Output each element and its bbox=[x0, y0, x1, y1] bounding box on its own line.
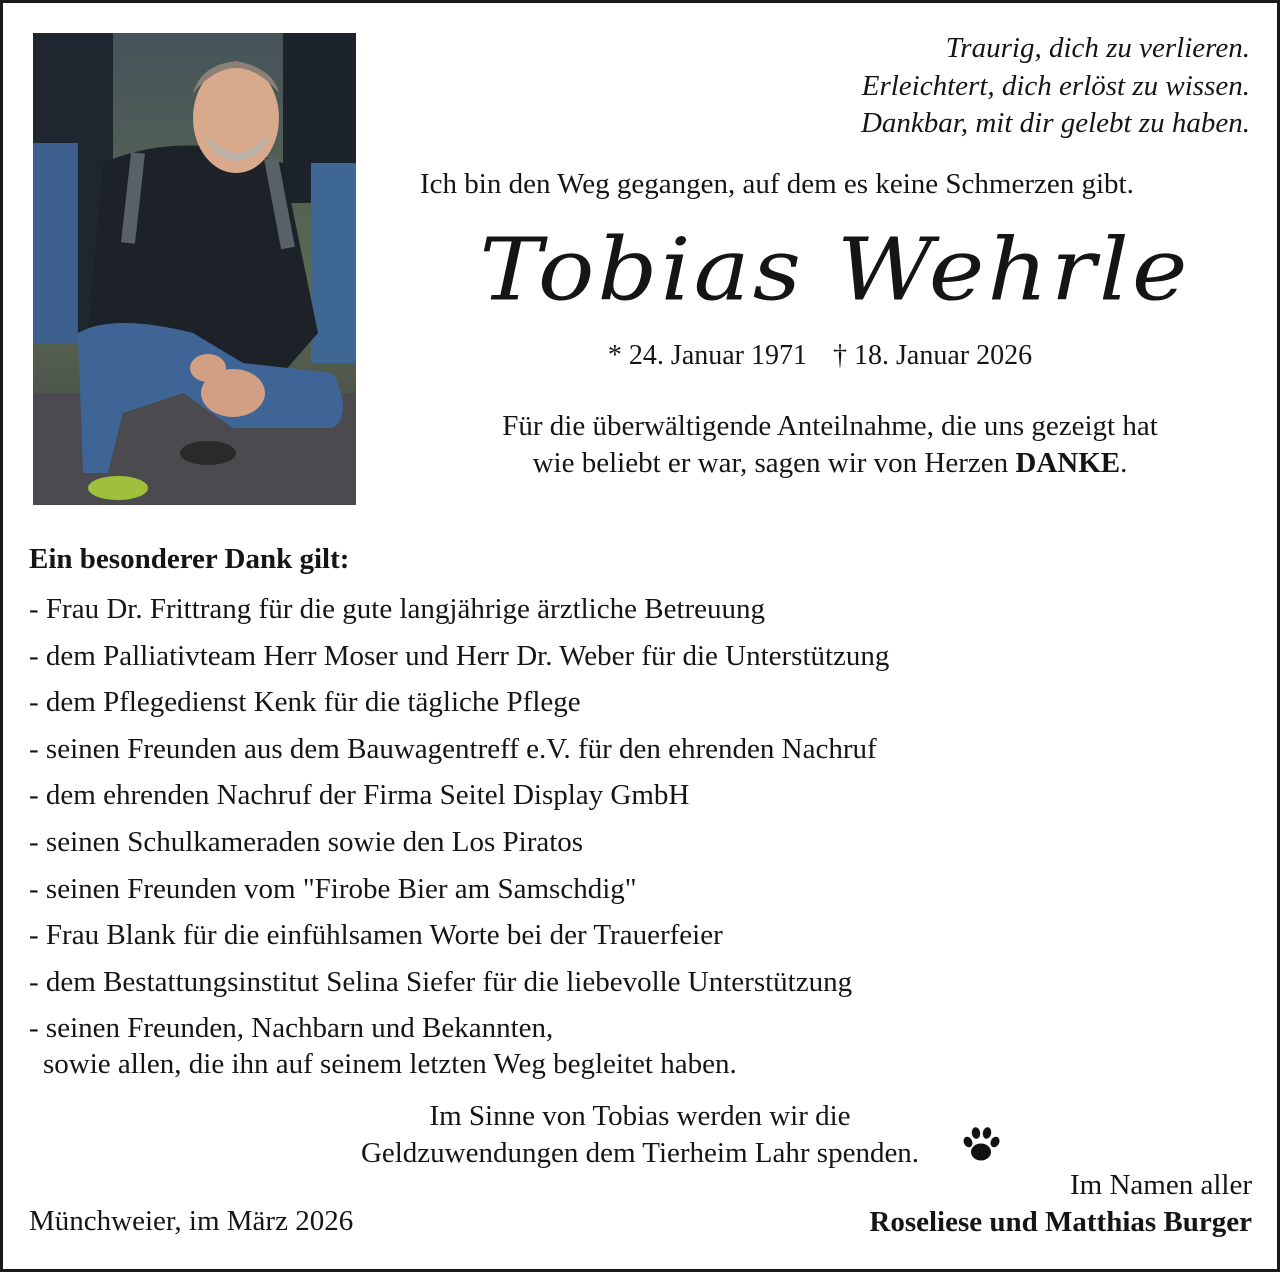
donation-line-2: Geldzuwendungen dem Tierheim Lahr spenden. bbox=[360, 1137, 920, 1169]
list-item: - seinen Freunden vom "Firobe Bier am Samschdig" bbox=[29, 872, 637, 905]
death-date: † 18. Januar 2026 bbox=[833, 340, 1033, 371]
quote-line: Traurig, dich zu verlieren. bbox=[945, 32, 1250, 64]
signature-names: Roseliese und Matthias Burger bbox=[869, 1206, 1252, 1238]
special-thanks-list bbox=[29, 586, 889, 1082]
special-thanks-heading: Ein besonderer Dank gilt: bbox=[29, 543, 350, 575]
list-item: - dem Pflegedienst Kenk für die tägliche Pflege bbox=[29, 686, 581, 719]
quote-line: Dankbar, mit dir gelebt zu haben. bbox=[860, 107, 1250, 139]
thanks-message bbox=[420, 408, 1240, 482]
list-item-continuation: sowie allen, die ihn auf seinem letzten Weg begleitet haben. bbox=[43, 1048, 737, 1081]
thanks-line-2-text: wie beliebt er war, sagen wir von Herzen bbox=[532, 447, 1016, 479]
list-item: - dem Palliativteam Herr Moser und Herr Dr. Weber für die Unterstützung bbox=[29, 639, 890, 672]
donation-note bbox=[300, 1098, 980, 1172]
list-item: - Frau Blank für die einfühlsamen Worte bei der Trauerfeier bbox=[29, 919, 723, 952]
quote-line: Erleichtert, dich erlöst zu wissen. bbox=[861, 69, 1250, 102]
signature-intro: Im Namen aller bbox=[1070, 1169, 1252, 1201]
deceased-name: Tobias Wehrle bbox=[479, 220, 1191, 321]
list-item: - Frau Dr. Frittrang für die gute langjährige ärztliche Betreuung bbox=[29, 593, 766, 625]
place-date: Münchweier, im März 2026 bbox=[29, 1205, 354, 1237]
list-item: - dem Bestattungsinstitut Selina Siefer für die liebevolle Unterstützung bbox=[29, 965, 853, 998]
birth-date: * 24. Januar 1971 bbox=[607, 340, 807, 371]
thanks-line-1: Für die überwältigende Anteilnahme, die uns gezeigt hat bbox=[502, 410, 1158, 442]
paw-print-icon bbox=[960, 1124, 1002, 1166]
danke-word: DANKE bbox=[1015, 447, 1121, 479]
list-item-line: - seinen Freunden, Nachbarn und Bekannten, bbox=[29, 1012, 554, 1045]
life-dates bbox=[520, 340, 1120, 372]
list-item: - dem ehrenden Nachruf der Firma Seitel Display GmbH bbox=[29, 779, 690, 812]
list-item: - seinen Freunden aus dem Bauwagentreff e.V. für den ehrenden Nachruf bbox=[29, 732, 877, 765]
signature-block bbox=[869, 1167, 1252, 1241]
motto: Ich bin den Weg gegangen, auf dem es keine Schmerzen gibt. bbox=[420, 168, 1134, 200]
portrait-photo bbox=[33, 33, 356, 505]
list-item: - seinen Schulkameraden sowie den Los Piratos bbox=[29, 825, 584, 858]
list-item-last bbox=[29, 1005, 889, 1082]
thanks-line-2 bbox=[420, 445, 1240, 482]
donation-line-1: Im Sinne von Tobias werden wir die bbox=[429, 1100, 851, 1132]
thanks-line-2-end: . bbox=[1120, 447, 1128, 479]
opening-quote bbox=[861, 30, 1250, 143]
